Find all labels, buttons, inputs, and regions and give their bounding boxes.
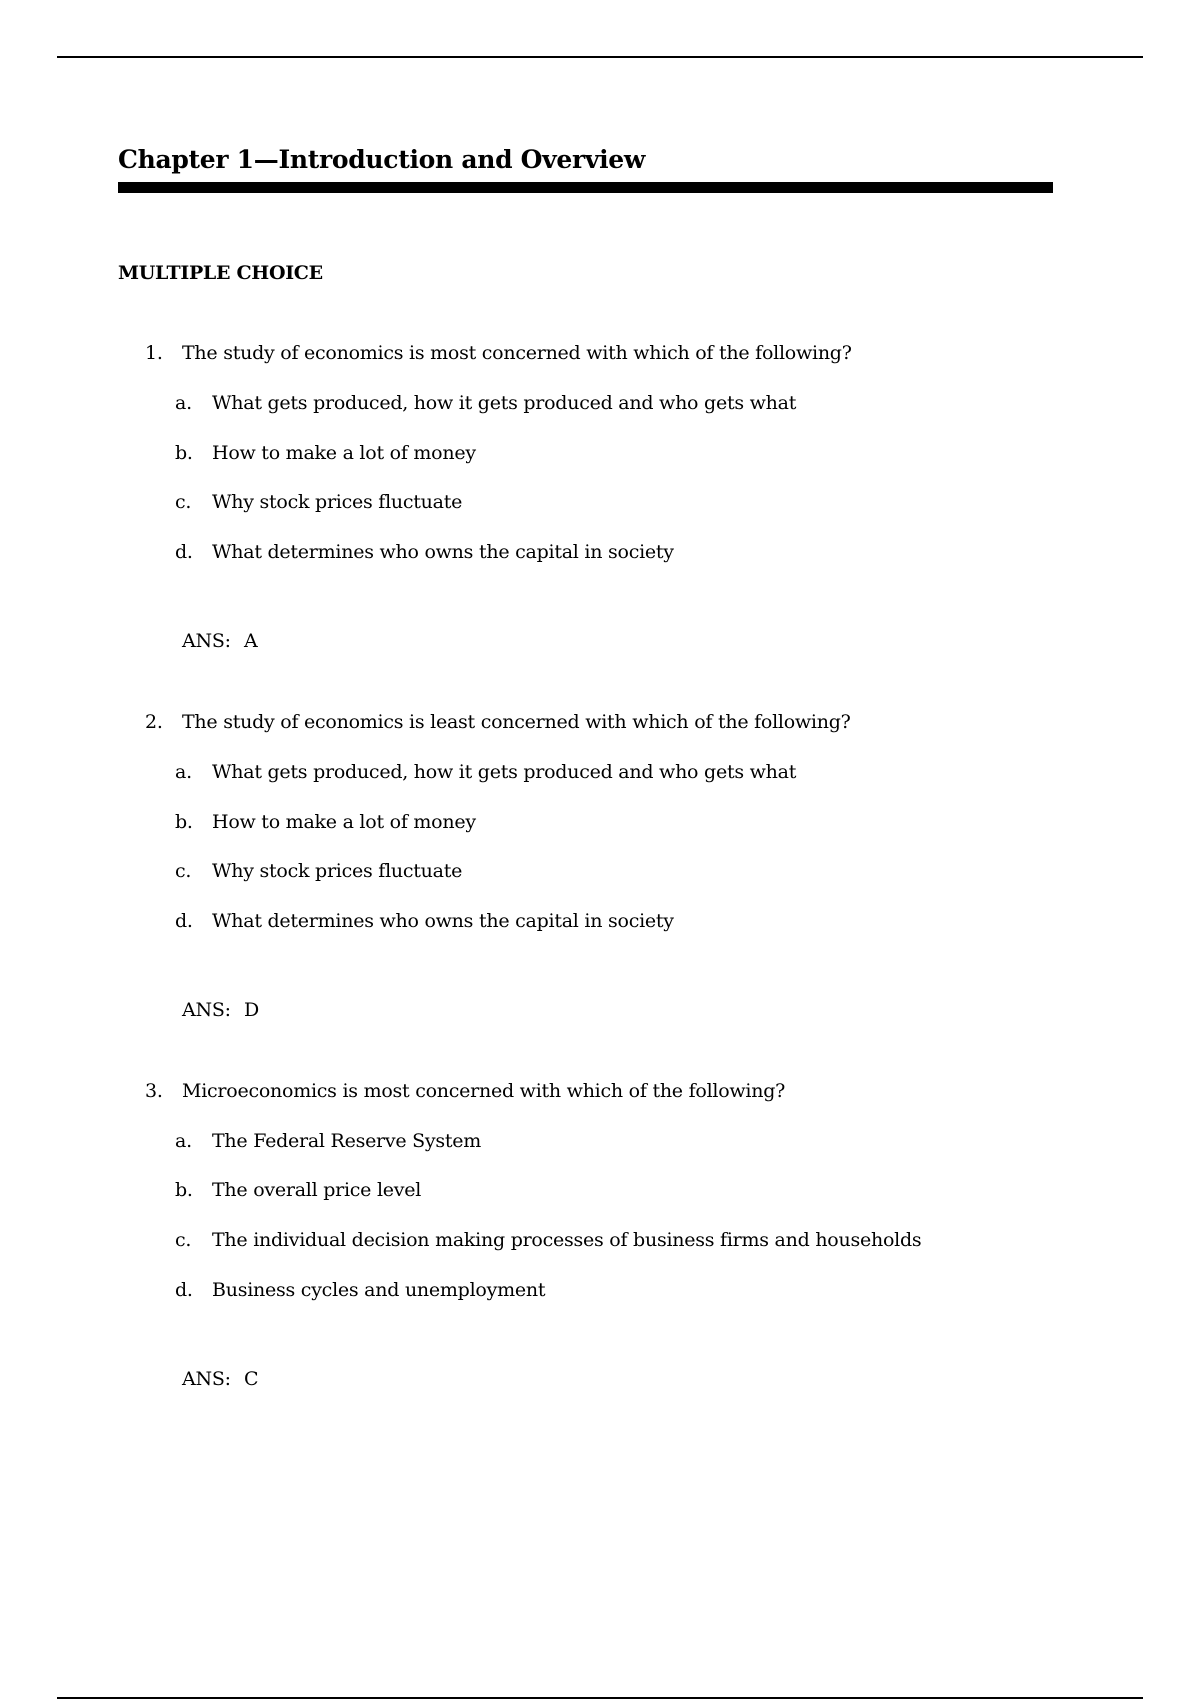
option-text: Why stock prices fluctuate: [212, 860, 463, 882]
bottom-rule: [57, 1697, 1143, 1699]
question-2-option-a: [175, 761, 1155, 783]
question-3-option-a: [175, 1130, 1155, 1152]
option-text: What gets produced, how it gets produced and who gets what: [212, 761, 797, 783]
question-3-answer: [182, 1368, 258, 1390]
answer-value: D: [244, 999, 259, 1021]
option-letter: d.: [175, 1279, 193, 1301]
question-1-option-c: [175, 491, 1155, 513]
option-text: Business cycles and unemployment: [212, 1279, 546, 1301]
option-letter: d.: [175, 541, 193, 563]
option-letter: c.: [175, 491, 192, 513]
option-text: The individual decision making processes of business firms and households: [212, 1229, 922, 1251]
answer-label: ANS:: [182, 1368, 231, 1390]
question-text: Microeconomics is most concerned with which of the following?: [182, 1080, 786, 1102]
question-number: 3.: [145, 1080, 163, 1102]
option-letter: d.: [175, 910, 193, 932]
question-number: 1.: [145, 342, 163, 364]
question-number: 2.: [145, 711, 163, 733]
option-letter: b.: [175, 811, 193, 833]
option-letter: a.: [175, 1130, 192, 1152]
question-1: [145, 342, 1145, 364]
top-rule: [57, 56, 1143, 58]
option-text: How to make a lot of money: [212, 442, 476, 464]
option-text: What determines who owns the capital in society: [212, 910, 674, 932]
option-letter: b.: [175, 1179, 193, 1201]
answer-label: ANS:: [182, 999, 231, 1021]
question-2-option-d: [175, 910, 1155, 932]
question-3-option-c: [175, 1229, 1155, 1251]
option-text: What determines who owns the capital in society: [212, 541, 674, 563]
question-2-option-b: [175, 811, 1155, 833]
chapter-title: Chapter 1—Introduction and Overview: [118, 145, 646, 174]
option-letter: a.: [175, 392, 192, 414]
question-text: The study of economics is most concerned with which of the following?: [182, 342, 852, 364]
answer-value: C: [244, 1368, 259, 1390]
question-3-option-d: [175, 1279, 1155, 1301]
question-1-option-a: [175, 392, 1155, 414]
question-text: The study of economics is least concerned with which of the following?: [182, 711, 851, 733]
question-1-option-b: [175, 442, 1155, 464]
question-1-answer: [182, 630, 257, 652]
question-1-option-d: [175, 541, 1155, 563]
title-underline-bar: [118, 182, 1053, 193]
answer-value: A: [244, 630, 258, 652]
question-2: [145, 711, 1145, 733]
option-letter: c.: [175, 1229, 192, 1251]
question-2-answer: [182, 999, 259, 1021]
answer-label: ANS:: [182, 630, 231, 652]
question-2-option-c: [175, 860, 1155, 882]
option-letter: a.: [175, 761, 192, 783]
option-text: The Federal Reserve System: [212, 1130, 482, 1152]
option-text: The overall price level: [212, 1179, 422, 1201]
question-3: [145, 1080, 1145, 1102]
option-letter: b.: [175, 442, 193, 464]
option-letter: c.: [175, 860, 192, 882]
option-text: Why stock prices fluctuate: [212, 491, 463, 513]
question-3-option-b: [175, 1179, 1155, 1201]
section-heading: MULTIPLE CHOICE: [118, 262, 323, 284]
option-text: What gets produced, how it gets produced and who gets what: [212, 392, 797, 414]
option-text: How to make a lot of money: [212, 811, 476, 833]
